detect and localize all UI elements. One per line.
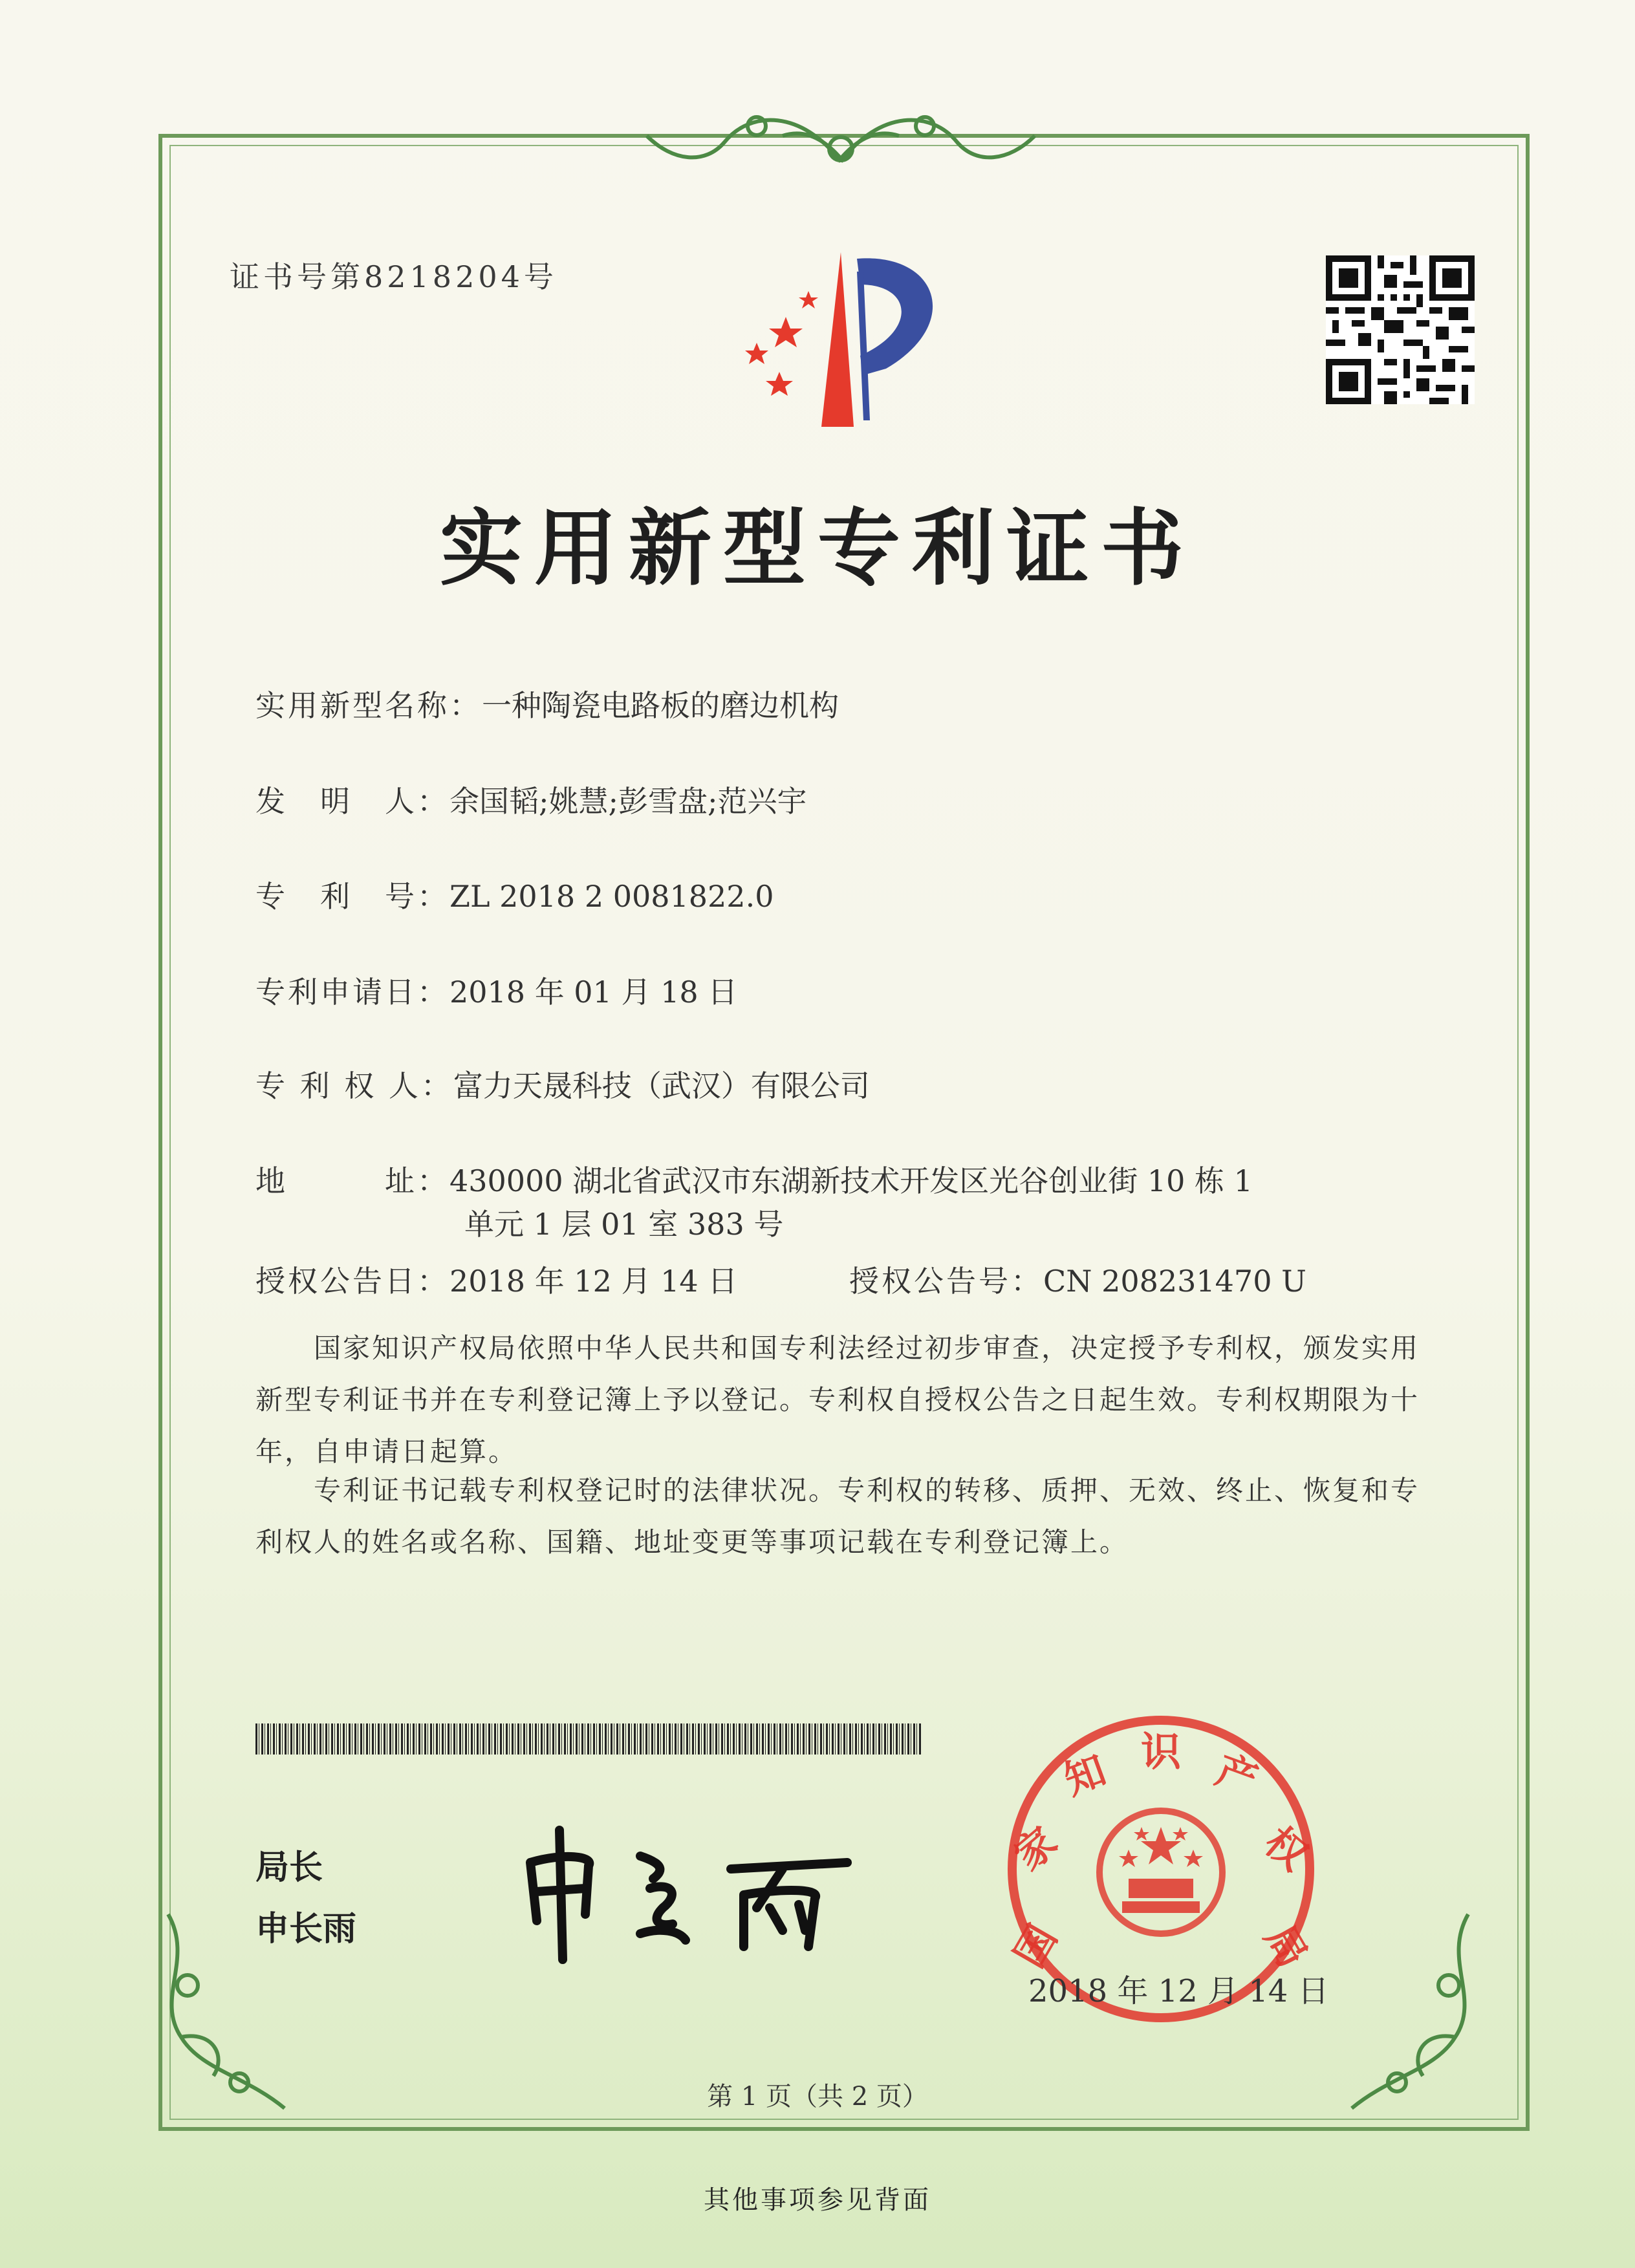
svg-text:家: 家 (1004, 1817, 1067, 1880)
patentee-value: 富力天晟科技（武汉）有限公司 (453, 1068, 870, 1103)
utility-model-name-row (255, 682, 839, 725)
svg-text:国: 国 (1005, 1917, 1067, 1976)
page-number: 第 1 页（共 2 页） (707, 2082, 928, 2111)
svg-text:权: 权 (1255, 1817, 1317, 1880)
certificate-number-label: 证书号第 (230, 259, 364, 294)
grant-date-label: 授权公告日： (255, 1264, 449, 1299)
statement-line: 新型专利证书并在专利登记簿上予以登记。专利权自授权公告之日起生效。专利权期限为十 (255, 1384, 1420, 1416)
footer-note: 其他事项参见背面 (704, 2185, 931, 2215)
barcode (255, 1723, 922, 1755)
patentee-row (255, 1063, 870, 1105)
certificate-number-suffix: 号 (523, 259, 558, 294)
filing-date-value: 2018 年 01 月 18 日 (449, 975, 738, 1010)
statement-paragraph-2 (255, 1465, 1446, 1568)
address-label: 地 址： (255, 1163, 449, 1198)
statement-line: 年，自申请日起算。 (255, 1436, 518, 1467)
patent-number-label: 专 利 号： (255, 879, 449, 914)
seal-date: 2018 年 12 月 14 日 (1028, 1973, 1329, 2009)
address-line-1: 430000 湖北省武汉市东湖新技术开发区光谷创业街 10 栋 1 (449, 1163, 1253, 1198)
svg-text:局: 局 (1255, 1917, 1317, 1976)
statement-line: 国家知识产权局依照中华人民共和国专利法经过初步审查，决定授予专利权，颁发实用 (314, 1332, 1420, 1364)
patent-number-row (255, 873, 774, 916)
statement-line: 专利证书记载专利权登记时的法律状况。专利权的转移、质押、无效、终止、恢复和专 (314, 1474, 1420, 1506)
svg-text:知: 知 (1058, 1745, 1112, 1804)
filing-date-label: 专利申请日： (255, 975, 449, 1010)
inventor-value: 余国韬;姚慧;彭雪盘;范兴宇 (449, 784, 807, 819)
handwritten-signature (511, 1817, 860, 1966)
address-row (255, 1158, 1253, 1200)
statement-line: 利权人的姓名或名称、国籍、地址变更等事项记载在专利登记簿上。 (255, 1526, 1129, 1558)
filing-date-row (255, 969, 737, 1011)
statement-paragraph-1 (255, 1323, 1446, 1478)
patentee-label: 专 利 权 人： (255, 1068, 453, 1103)
utility-model-name-label: 实用新型名称： (255, 688, 482, 723)
cnipa-logo-icon (724, 246, 970, 433)
svg-text:识: 识 (1140, 1728, 1182, 1775)
inventor-label: 发 明 人： (255, 784, 449, 819)
svg-text:产: 产 (1209, 1745, 1264, 1804)
grant-number-value: CN 208231470 U (1043, 1264, 1306, 1299)
certificate-number-value: 8218204 (364, 259, 524, 294)
patent-number-value: ZL 2018 2 0081822.0 (449, 879, 774, 914)
grant-date-row (255, 1258, 737, 1301)
director-title: 局长 (255, 1848, 323, 1887)
grant-date-value: 2018 年 12 月 14 日 (449, 1264, 738, 1299)
certificate-number (230, 254, 558, 296)
top-ornament (608, 97, 1074, 175)
grant-number-row (849, 1258, 1306, 1301)
grant-number-label: 授权公告号： (849, 1264, 1043, 1299)
qr-code-icon (1326, 255, 1475, 404)
inventor-row (255, 778, 807, 821)
utility-model-name-value: 一种陶瓷电路板的磨边机构 (482, 688, 839, 723)
director-name: 申长雨 (255, 1910, 357, 1949)
certificate-title: 实用新型专利证书 (439, 501, 1195, 597)
address-line-2: 单元 1 层 01 室 383 号 (464, 1207, 784, 1242)
